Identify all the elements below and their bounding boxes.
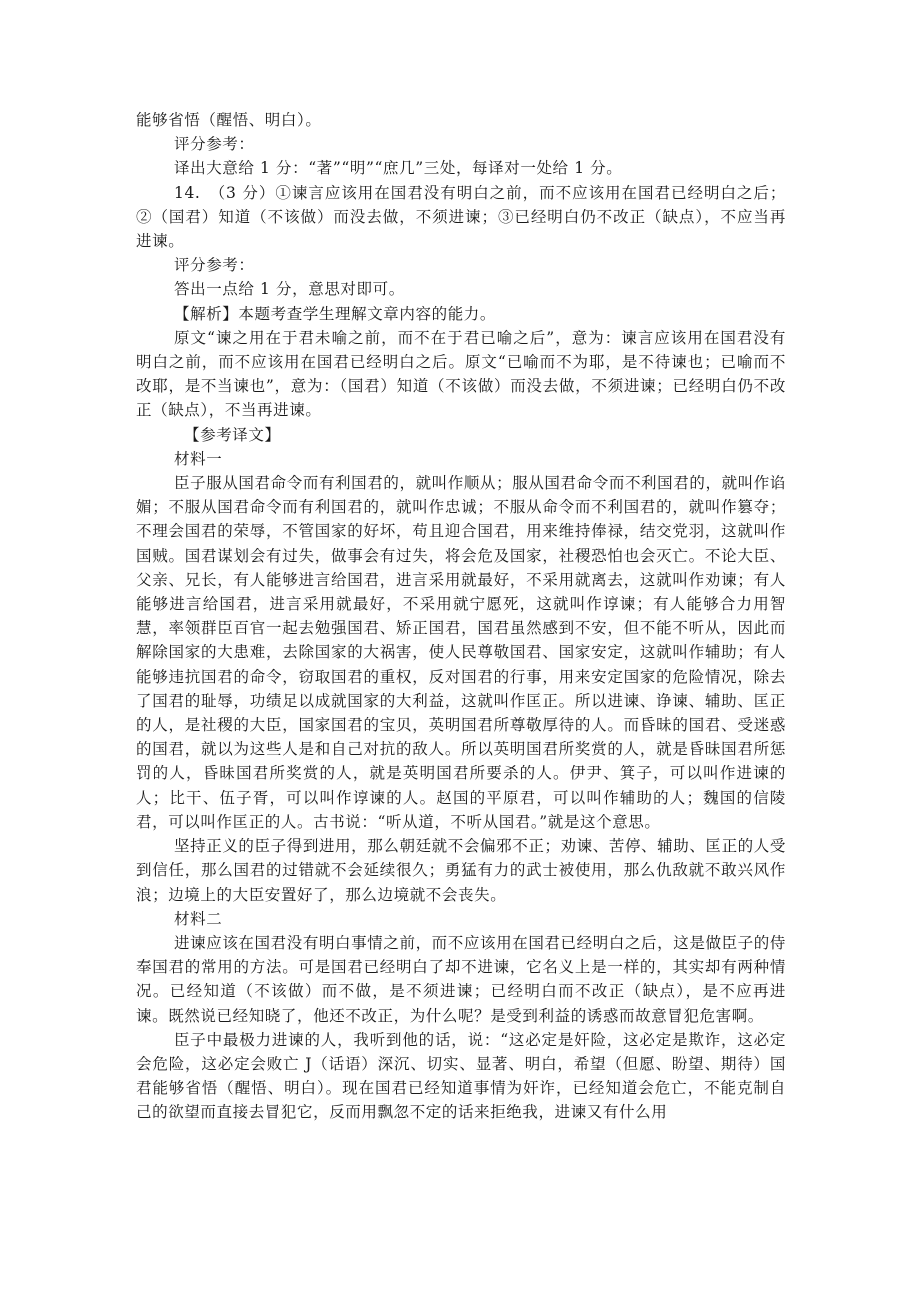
- paragraph: 评分参考：: [174, 135, 255, 154]
- paragraph: 14. （3 分）①谏言应该用在国君没有明白之前，而不应该用在国君已经明白之后；②（国君）知道（不该做）而没去做，不须进谏；③已经明白仍不改正（缺点），不应当再进谏。: [136, 183, 786, 251]
- paragraph: 评分参考：: [174, 256, 255, 275]
- paragraph: 臣子服从国君命令而有利国君的，就叫作顺从；服从国君命令而不利国君的，就叫作谄媚；不服从国君命令而有利国君的，就叫作忠诚；不服从命令而不利国君的，就叫作篡夺；不理会国君的荣辱，不管国家的好坏，苟且迎合国君，用来维持俸禄，结交党羽，这就叫作国贼。国君谋划会有过失，做事会有过失，将会危及国家，社稷恐怕也会灭亡。不论大臣、父亲、兄长，有人能够进言给国君，进言采用就最好，不采用就离去，这就叫作劝谏；有人能够进言给国君，进言采用就最好，不采用就宁愿死，这就叫作谆谏；有人能够合力用智慧，率领群臣百官一起去勉强国君、矫正国君，国君虽然感到不安，但不能不听从，因此而解除国家的大患难，去除国家的大祸害，使人民尊敬国君、国家安定，这就叫作辅助；有人能够违抗国君的命令，窃取国君的重权，反对国君的行事，用来安定国家的危险情况，除去了国君的耻辱，功绩足以成就国家的大利益，这就叫作匡正。所以进谏、诤谏、辅助、匡正的人，是社稷的大臣，国家国君的宝贝，英明国君所尊敬厚待的人。而昏昧的国君、受迷惑的国君，就以为这些人是和自己对抗的敌人。所以英明国君所奖赏的人，就是昏昧国君所惩罚的人，昏昧国君所奖赏的人，就是英明国君所要杀的人。伊尹、箕子，可以叫作进谏的人；比干、伍子胥，可以叫作谆谏的人。赵国的平原君，可以叫作辅助的人；魏国的信陵君，可以叫作匡正的人。古书说：“听从道，不听从国君。”就是这个意思。: [136, 474, 786, 831]
- document-page: [136, 108, 786, 1125]
- paragraph: 原文“谏之用在于君未喻之前，而不在于君已喻之后”，意为：谏言应该用在国君没有明白之前，而不应该用在国君已经明白之后。原文“已喻而不为耶，是不待谏也；已喻而不改耶，是不当谏也”，意为：（国君）知道（不该做）而没去做，不须进谏；已经明白仍不改正（缺点），不当再进谏。: [136, 328, 786, 420]
- section-heading: 材料二: [174, 909, 223, 928]
- section-heading: 材料一: [174, 449, 223, 468]
- paragraph: 臣子中最极力进谏的人，我听到他的话，说：“这必定是奸险，这必定是欺诈，这必定会危险，这必定会败亡 J（话语）深沉、切实、显著、明白，希望（但愿、盼望、期待）国君能够省悟（醒悟、明白）。现在国君已经知道事情为奸诈，已经知道会危亡，不能克制自己的欲望而直接去冒犯它，反而用飘忽不定的话来拒绝我，进谏又有什么用: [136, 1030, 786, 1122]
- paragraph: 坚持正义的臣子得到进用，那么朝廷就不会偏邪不正；劝谏、苦停、辅助、匡正的人受到信任，那么国君的过错就不会延续很久；勇猛有力的武士被使用，那么仇敌就不敢兴风作浪；边境上的大臣安置好了，那么边境就不会丧失。: [136, 837, 786, 904]
- paragraph: 译出大意给 1 分：“著”“明”“庶几”三处，每译对一处给 1 分。: [174, 159, 623, 178]
- section-heading: 【参考译文】: [184, 425, 281, 444]
- paragraph: 【解析】本题考查学生理解文章内容的能力。: [174, 304, 497, 323]
- paragraph: 答出一点给 1 分，意思对即可。: [174, 280, 405, 299]
- paragraph: 进谏应该在国君没有明白事情之前，而不应该用在国君已经明白之后，这是做臣子的侍奉国君的常用的方法。可是国君已经明白了却不进谏，它名义上是一样的，其实却有两种情况。已经知道（不该做）而不做，是不须进谏；已经明白而不改正（缺点），是不应再进谏。既然说已经知晓了，他还不改正，为什么呢？是受到利益的诱惑而故意冒犯危害啊。: [136, 933, 786, 1025]
- paragraph: 能够省悟（醒悟、明白）。: [136, 111, 322, 129]
